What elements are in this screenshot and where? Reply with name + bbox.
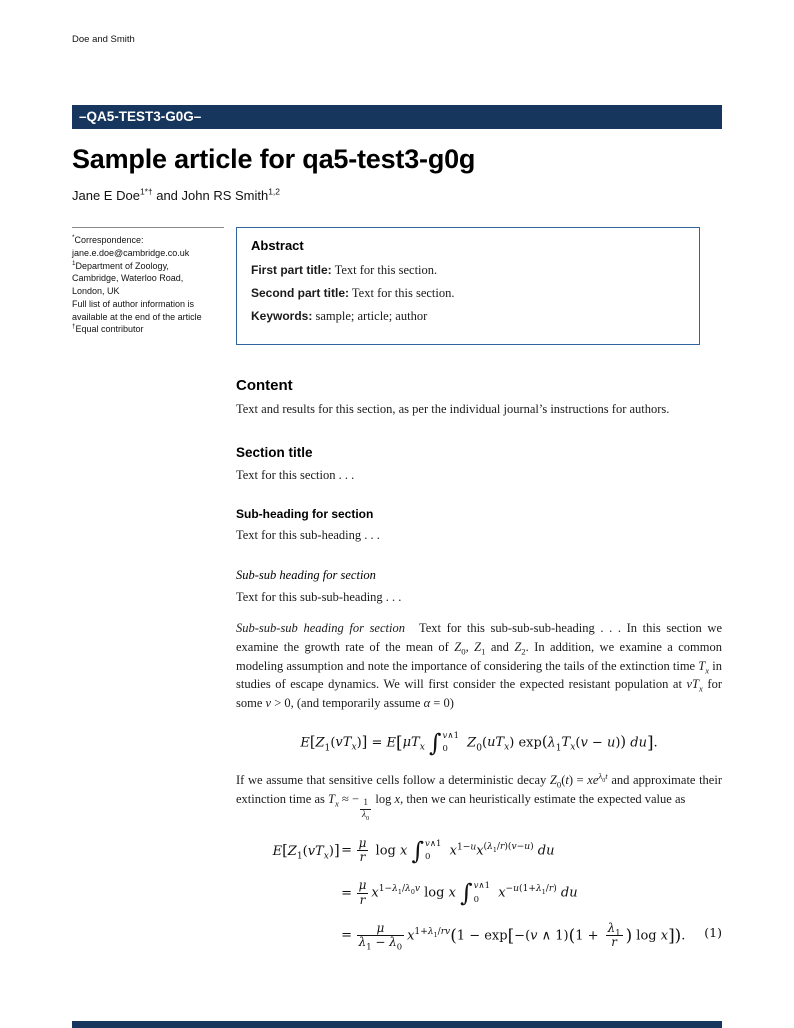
equals-sign: = [341, 928, 353, 944]
article-title: Sample article for qa5-test3-g0g [72, 144, 476, 174]
runin-paragraph-text: Text for this sub-sub-sub-heading . . . In this section we examine the growth rate of the mean of $Z_0$, $Z_1$ and $Z_2$. In addition, we examine a common modeling assumption and note the importance of considering the tails of the extinction time $T_x$ in studies of escape dynamics. We will first consider the expected resistant population at $vT_x$ for some v > 0, (and temporarily assume α = 0) [236, 621, 723, 710]
abstract-part-1-label: First part title: [251, 263, 332, 277]
equation-rhs-line-2: $\frac{\mu}{r}$ $x^{1-\lambda_1/\lambda_0v}$ log x ∫ v∧1 0 $x^{-u(1+\lambda_1/r)}$ du [358, 878, 578, 908]
content-heading: Content [236, 377, 293, 394]
runin-heading: Sub-sub-sub heading for section [236, 621, 405, 635]
aligned-equations [236, 837, 722, 950]
affiliation-line-2: Cambridge, Waterloo Road, [72, 273, 184, 284]
authors-line: Jane E Doe$^{1*\dagger}$ and John RS Smith$^{1,2}$ [72, 186, 280, 203]
content-paragraph: Text and results for this section, as per the individual journal’s instructions for authors. [236, 402, 670, 416]
equation-number: (1) [704, 924, 722, 940]
abstract-part-1 [251, 263, 685, 278]
display-equation: $E[Z_1(vT_x)] = E[\mu T_x$ ∫ v∧1 0 $Z_0(uT_x) \exp(\lambda_1T_x(v - u))$ du]. [300, 728, 658, 757]
abstract-keywords-label: Keywords: [251, 309, 313, 323]
abstract-part-2-label: Second part title: [251, 286, 350, 300]
between-equations-paragraph: If we assume that sensitive cells follow a deterministic decay $Z_0(t) = xe^{\lambda_0t}$ and approximate their extinction time as $T_x$ ≈ − $\frac{1}{\lambda_0}$ log x, then we can heuristically estimate the expected value as [236, 770, 722, 822]
correspondence-block [72, 227, 224, 336]
author-info-note-2: available at the end of the article [72, 311, 202, 322]
subsubsection-paragraph: Text for this sub-sub-heading . . . [236, 590, 402, 605]
abstract-part-2 [251, 286, 685, 301]
abstract-keywords [251, 309, 685, 324]
footer-bar [72, 1021, 722, 1028]
section-heading: Section title [236, 444, 313, 460]
abstract-part-2-text: Text for this section. [351, 286, 455, 300]
correspondence-email[interactable]: jane.e.doe@cambridge.co.uk [72, 247, 190, 258]
abstract-heading: Abstract [251, 238, 304, 253]
equation-rhs-line-1: $\frac{\mu}{r}$ log x ∫ v∧1 0 $x^{1-u}x^{(\lambda_1/r)(v-u)}$ du [358, 835, 555, 865]
abstract-box [236, 227, 700, 345]
equal-contributor-note: †Equal contributor [72, 323, 144, 335]
paragraph-with-runin-heading [236, 619, 722, 713]
abstract-keywords-text: sample; article; author [315, 309, 428, 323]
journal-banner [72, 105, 722, 129]
banner-text: –QA5-TEST3-G0G– [79, 109, 202, 124]
frontmatter-row [72, 227, 722, 345]
author-info-note-1: Full list of author information is [72, 298, 195, 309]
subsection-paragraph: Text for this sub-heading . . . [236, 527, 380, 542]
article-body [236, 377, 722, 950]
running-head: Doe and Smith [72, 34, 135, 45]
correspondence-label: *Correspondence: [72, 234, 144, 245]
abstract-part-1-text: Text for this section. [334, 263, 438, 277]
affiliation-line-1: $^1$Department of Zoology, [72, 259, 169, 271]
equation-rhs-line-3: $\frac{\mu}{\lambda_1 - \lambda_0}$ $x^{1+\lambda_1/rv}(1 - \exp[-(v$ ∧ 1)(1 + $\frac{\lambda_1}{r}$ ) log x]). [358, 920, 686, 952]
subsubsection-heading: Sub-sub heading for section [236, 568, 376, 583]
equals-sign: = [341, 885, 353, 901]
equals-sign: = [341, 843, 353, 859]
equation-lhs: $E[Z_1(vT_x)]$ [272, 842, 340, 862]
subsection-heading: Sub-heading for section [236, 506, 374, 521]
section-paragraph: Text for this section . . . [236, 467, 355, 482]
affiliation-line-3: London, UK [72, 286, 120, 297]
